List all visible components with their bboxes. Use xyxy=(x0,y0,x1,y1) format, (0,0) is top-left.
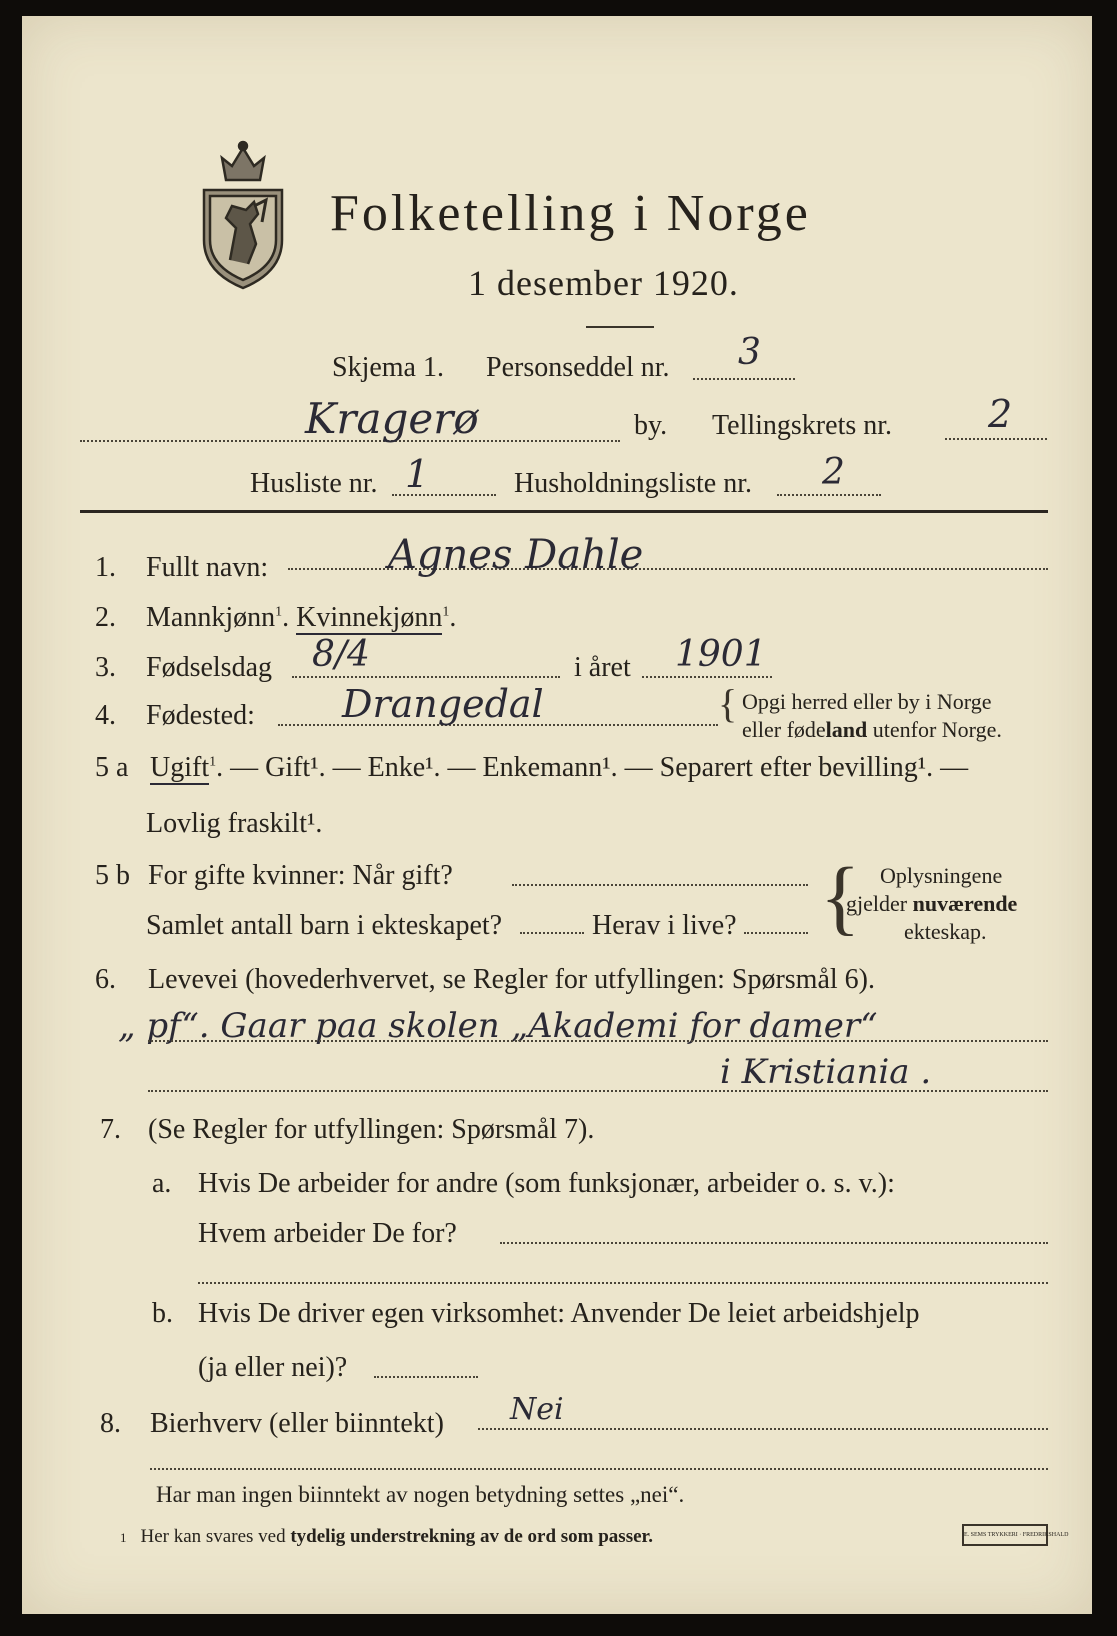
q3-year-value: 1901 xyxy=(675,634,767,675)
q4-note-part-a: eller føde xyxy=(742,717,826,742)
q3-line xyxy=(292,676,560,678)
q7a-line1 xyxy=(500,1242,1048,1244)
q1-fullname-value: Agnes Dahle xyxy=(388,532,644,578)
q4-note-line1: Opgi herred eller by i Norge xyxy=(742,689,992,714)
q3-label: Fødselsdag xyxy=(146,652,272,683)
q8-line xyxy=(478,1428,1048,1430)
q5b-note-brace: { xyxy=(820,851,861,944)
personseddel-line xyxy=(693,378,795,380)
footnote-text: Her kan svares ved xyxy=(140,1526,291,1547)
q6-line2 xyxy=(148,1090,1048,1092)
q6-label: Levevei (hovederhvervet, se Regler for utfyllingen: Spørsmål 6). xyxy=(148,964,875,995)
q7a-letter: a. xyxy=(152,1168,172,1199)
husholdning-value: 2 xyxy=(822,452,845,493)
printer-stamp xyxy=(962,1524,1069,1546)
q4-birthplace-value: Drangedal xyxy=(342,682,544,726)
q7b-label: Hvis De driver egen virksomhet: Anvender De leiet arbeidshjelp xyxy=(198,1298,920,1329)
q3-year-line xyxy=(642,676,772,678)
q5b-children-label: Samlet antall barn i ekteskapet? xyxy=(146,910,503,941)
q5b-alive-line xyxy=(744,932,808,934)
q3-number: 3. xyxy=(95,652,116,683)
q7b-letter: b. xyxy=(152,1298,173,1329)
q7a-sub-label: Hvem arbeider De for? xyxy=(198,1218,457,1249)
q3-year-label: i året xyxy=(574,652,631,683)
q6-occupation-value-line1: „ pf“. Gaar paa skolen „Akademi for damer“ xyxy=(118,1006,878,1046)
title-divider xyxy=(586,326,654,328)
q4-note-part-c: utenfor Norge. xyxy=(867,717,1002,742)
q5b-note-part-bold: nuværende xyxy=(912,891,1018,916)
q5b-alive-label: Herav i live? xyxy=(592,910,737,941)
header-rule xyxy=(80,510,1048,513)
husholdning-label: Husholdningsliste nr. xyxy=(514,468,753,499)
q8-number: 8. xyxy=(100,1408,121,1439)
q4-note-brace: { xyxy=(718,681,738,726)
personseddel-label: Personseddel nr. xyxy=(486,352,670,383)
norwegian-coat-of-arms-icon xyxy=(196,140,290,290)
footnote-number: 1 xyxy=(120,1530,127,1545)
q5b-note-line2 xyxy=(846,890,1017,918)
q6-number: 6. xyxy=(95,964,116,995)
q4-note-line2 xyxy=(742,716,1002,744)
q5a-option-ugift-underlined: Ugift xyxy=(150,752,210,783)
q2-option-male: Mannkjønn xyxy=(146,602,276,633)
q5b-married-label: For gifte kvinner: Når gift? xyxy=(148,860,453,891)
q8-value: Nei xyxy=(510,1392,564,1427)
city-value: Kragerø xyxy=(305,394,479,443)
footnote-text-bold: tydelig understrekning av de ord som passer. xyxy=(290,1526,653,1547)
q2-options: Mannkjønn$^1$. Kvinnekjønn$^1$. xyxy=(146,602,457,633)
q7a-line2 xyxy=(198,1282,1048,1284)
q5a-options-rest: . — Gift¹. — Enke¹. — Enkemann¹. — Separert efter bevilling¹. — xyxy=(216,752,969,783)
q6-line1 xyxy=(148,1040,1048,1042)
footer-rule xyxy=(150,1468,1048,1470)
printer-stamp-text: E. SEMS TRYKKERI · FREDRIKSHALD xyxy=(964,1532,1069,1538)
q7b-line xyxy=(374,1376,478,1378)
q1-number: 1. xyxy=(95,552,116,583)
q5a-line2: Lovlig fraskilt¹. xyxy=(146,808,323,839)
husliste-label: Husliste nr. xyxy=(250,468,378,499)
skjema-label: Skjema 1. xyxy=(332,352,444,383)
q8-label: Bierhverv (eller biinntekt) xyxy=(150,1408,444,1439)
q7b-sub-label: (ja eller nei)? xyxy=(198,1352,348,1383)
q5a-number: 5 a xyxy=(95,752,129,783)
form-title: Folketelling i Norge xyxy=(330,185,811,242)
q3-birthdate-value: 8/4 xyxy=(312,634,370,675)
q2-number: 2. xyxy=(95,602,116,633)
q5b-married-line xyxy=(512,884,808,886)
q5b-children-line xyxy=(520,932,584,934)
tellingskrets-line xyxy=(945,438,1047,440)
tellingskrets-value: 2 xyxy=(988,392,1013,436)
q5b-note-line1: Oplysningene xyxy=(880,863,1003,888)
husliste-value: 1 xyxy=(405,452,430,496)
census-date: 1 desember 1920. xyxy=(468,263,739,303)
q2-option-female-underlined: Kvinnekjønn xyxy=(296,602,443,633)
q2-sup-2: 1 xyxy=(442,604,450,620)
footnote xyxy=(120,1526,653,1548)
q1-label: Fullt navn: xyxy=(146,552,269,583)
husholdning-line xyxy=(777,494,881,496)
q4-note-part-bold: land xyxy=(825,717,868,742)
q5b-note-line3: ekteskap. xyxy=(904,919,987,944)
tellingskrets-label: Tellingskrets nr. xyxy=(712,410,893,441)
q7-label: (Se Regler for utfyllingen: Spørsmål 7). xyxy=(148,1114,595,1145)
footer-note: Har man ingen biinntekt av nogen betydning settes „nei“. xyxy=(156,1482,685,1507)
q7a-label: Hvis De arbeider for andre (som funksjonær, arbeider o. s. v.): xyxy=(198,1168,895,1199)
personseddel-value: 3 xyxy=(738,332,761,373)
q2-sup-1: 1 xyxy=(275,604,283,620)
q4-label: Fødested: xyxy=(146,700,255,731)
q5a-options: Ugift$^1$. — Gift¹. — Enke¹. — Enkemann¹. — Separert efter bevilling¹. — xyxy=(150,752,969,783)
by-label: by. xyxy=(634,410,668,441)
q6-occupation-value-line2: i Kristiania . xyxy=(720,1052,932,1092)
q7-number: 7. xyxy=(100,1114,121,1145)
q5b-number: 5 b xyxy=(95,860,130,891)
q5b-note-part-a: gjelder xyxy=(846,891,913,916)
q4-number: 4. xyxy=(95,700,116,731)
